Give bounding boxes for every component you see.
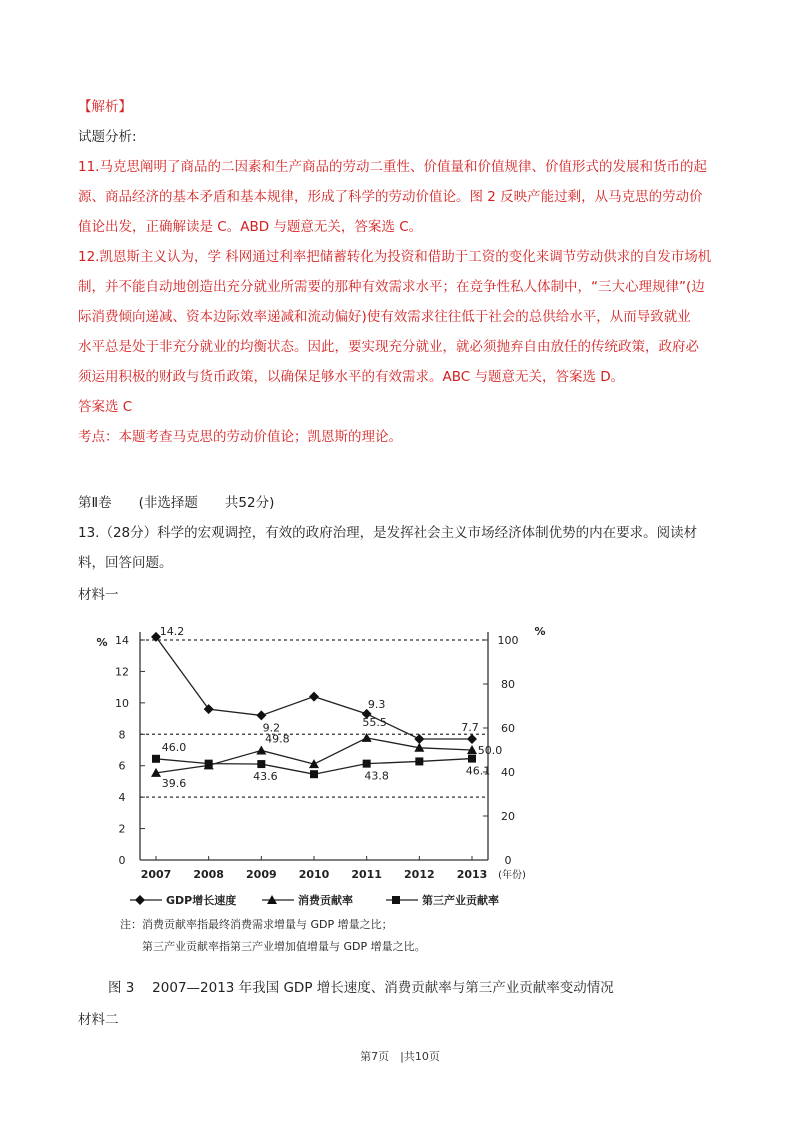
point-gdp (309, 692, 319, 702)
analysis-body (78, 152, 740, 452)
legend-marker (392, 896, 400, 904)
x-tick-label: 2013 (456, 868, 488, 881)
analysis-line: 水平总是处于非充分就业的均衡状态。因此，要实现充分就业，就必须抛弃自由放任的传统政策，政府必 (78, 339, 699, 355)
data-label: 39.6 (161, 776, 187, 790)
x-tick-label: 2007 (140, 868, 172, 881)
legend-label: 第三产业贡献率 (422, 894, 499, 907)
analysis-subheader: 试题分析: (78, 129, 137, 145)
data-label: 46.1 (465, 764, 491, 778)
legend-label: GDP增长速度 (166, 894, 237, 907)
right-tick-label: 0 (504, 854, 512, 867)
data-label: 43.8 (364, 769, 389, 783)
point-gdp (467, 734, 477, 744)
legend-label: 消费贡献率 (298, 894, 353, 907)
point-gdp (414, 734, 424, 744)
right-tick-label: 100 (497, 634, 519, 647)
material-two-label: 材料二 (78, 1012, 119, 1028)
analysis-line: 答案选 C (78, 399, 133, 415)
right-tick-label: 20 (501, 810, 515, 823)
series-line-diamond (156, 637, 472, 739)
data-label: 9.3 (367, 697, 386, 711)
data-label: 49.8 (265, 732, 290, 746)
right-tick-label: 40 (501, 766, 515, 779)
analysis-line: 须运用积极的财政与货币政策，以确保足够水平的有效需求。ABC 与题意无关，答案选 D。 (78, 369, 625, 385)
point-tertiary (468, 755, 476, 763)
analysis-line: 源、商品经济的基本矛盾和基本规律，形成了科学的劳动价值论。图 2 反映产能过剩，从马克思的劳动价 (78, 189, 703, 205)
point-tertiary (257, 760, 265, 768)
figure-note: 注：消费贡献率指最终消费需求增量与 GDP 增量之比； (120, 918, 393, 931)
point-tertiary (415, 757, 423, 765)
right-axis-unit: % (534, 625, 546, 638)
data-label: 9.2 (262, 721, 281, 735)
left-tick-label: 8 (118, 728, 126, 742)
figure-chart (0, 610, 800, 1010)
left-tick-label: 2 (118, 822, 126, 836)
x-tick-label: 2008 (193, 868, 224, 881)
point-tertiary (205, 760, 213, 768)
analysis-line: 11.马克思阐明了商品的二因素和生产商品的劳动二重性、价值量和价值规律、价值形式的发展和货币的起 (78, 159, 707, 175)
data-label: 7.7 (461, 721, 479, 734)
analysis-header: 【解析】 (78, 99, 132, 115)
analysis-line: 际消费倾向递减、资本边际效率递减和流动偏好)使有效需求往往低于社会的总供给水平，从而导致就业 (78, 309, 691, 325)
figure-caption: 图 3 2007—2013 年我国 GDP 增长速度、消费贡献率与第三产业贡献率变动情况 (108, 980, 614, 996)
data-label: 55.5 (362, 715, 387, 729)
data-label: 14.2 (159, 624, 185, 638)
analysis-line: 考点：本题考查马克思的劳动价值论；凯恩斯的理论。 (78, 429, 402, 445)
x-axis-unit: (年份) (498, 870, 526, 881)
x-tick-label: 2009 (246, 868, 277, 881)
material-one-label: 材料一 (78, 587, 119, 603)
point-gdp (256, 710, 266, 720)
x-tick-label: 2010 (298, 868, 330, 881)
data-label: 50.0 (477, 744, 503, 757)
legend-marker (135, 895, 145, 905)
figure-note: 第三产业贡献率指第三产业增加值增量与 GDP 增量之比。 (120, 940, 426, 953)
analysis-line: 制，并不能自动地创造出充分就业所需要的那种有效需求水平；在竞争性私人体制中，“三大心理规律”(边 (78, 279, 705, 295)
question-text (78, 518, 740, 578)
data-label: 43.6 (253, 770, 278, 784)
analysis-line: 值论出发，正确解读是 C。ABD 与题意无关，答案选 C。 (78, 219, 423, 235)
data-label: 46.0 (161, 740, 187, 754)
point-tertiary (363, 760, 371, 768)
left-tick-label: 14 (115, 634, 129, 647)
x-tick-label: 2012 (404, 868, 435, 881)
question-line: 13.（28分）科学的宏观调控，有效的政府治理，是发挥社会主义市场经济体制优势的内在要求。阅读材 (78, 525, 698, 541)
left-tick-label: 6 (118, 759, 126, 773)
left-tick-label: 0 (118, 854, 126, 867)
x-tick-label: 2011 (351, 868, 382, 881)
left-axis-unit: % (96, 636, 108, 649)
point-gdp (204, 704, 214, 714)
section-title: 第Ⅱ卷 (非选择题 共52分) (78, 495, 275, 511)
point-tertiary (310, 770, 318, 778)
left-tick-label: 4 (118, 791, 126, 805)
point-tertiary (152, 755, 160, 763)
analysis-line: 12.凯恩斯主义认为，学 科网通过利率把储蓄转化为投资和借助于工资的变化来调节劳动供求的自发市场机 (78, 249, 712, 265)
left-tick-label: 12 (115, 665, 129, 679)
question-line: 料，回答问题。 (78, 555, 173, 571)
left-tick-label: 10 (115, 696, 129, 710)
page-footer: 第7页 |共10页 (360, 1050, 440, 1063)
point-consumption (256, 745, 266, 754)
right-tick-label: 60 (501, 722, 515, 735)
right-tick-label: 80 (501, 678, 515, 691)
